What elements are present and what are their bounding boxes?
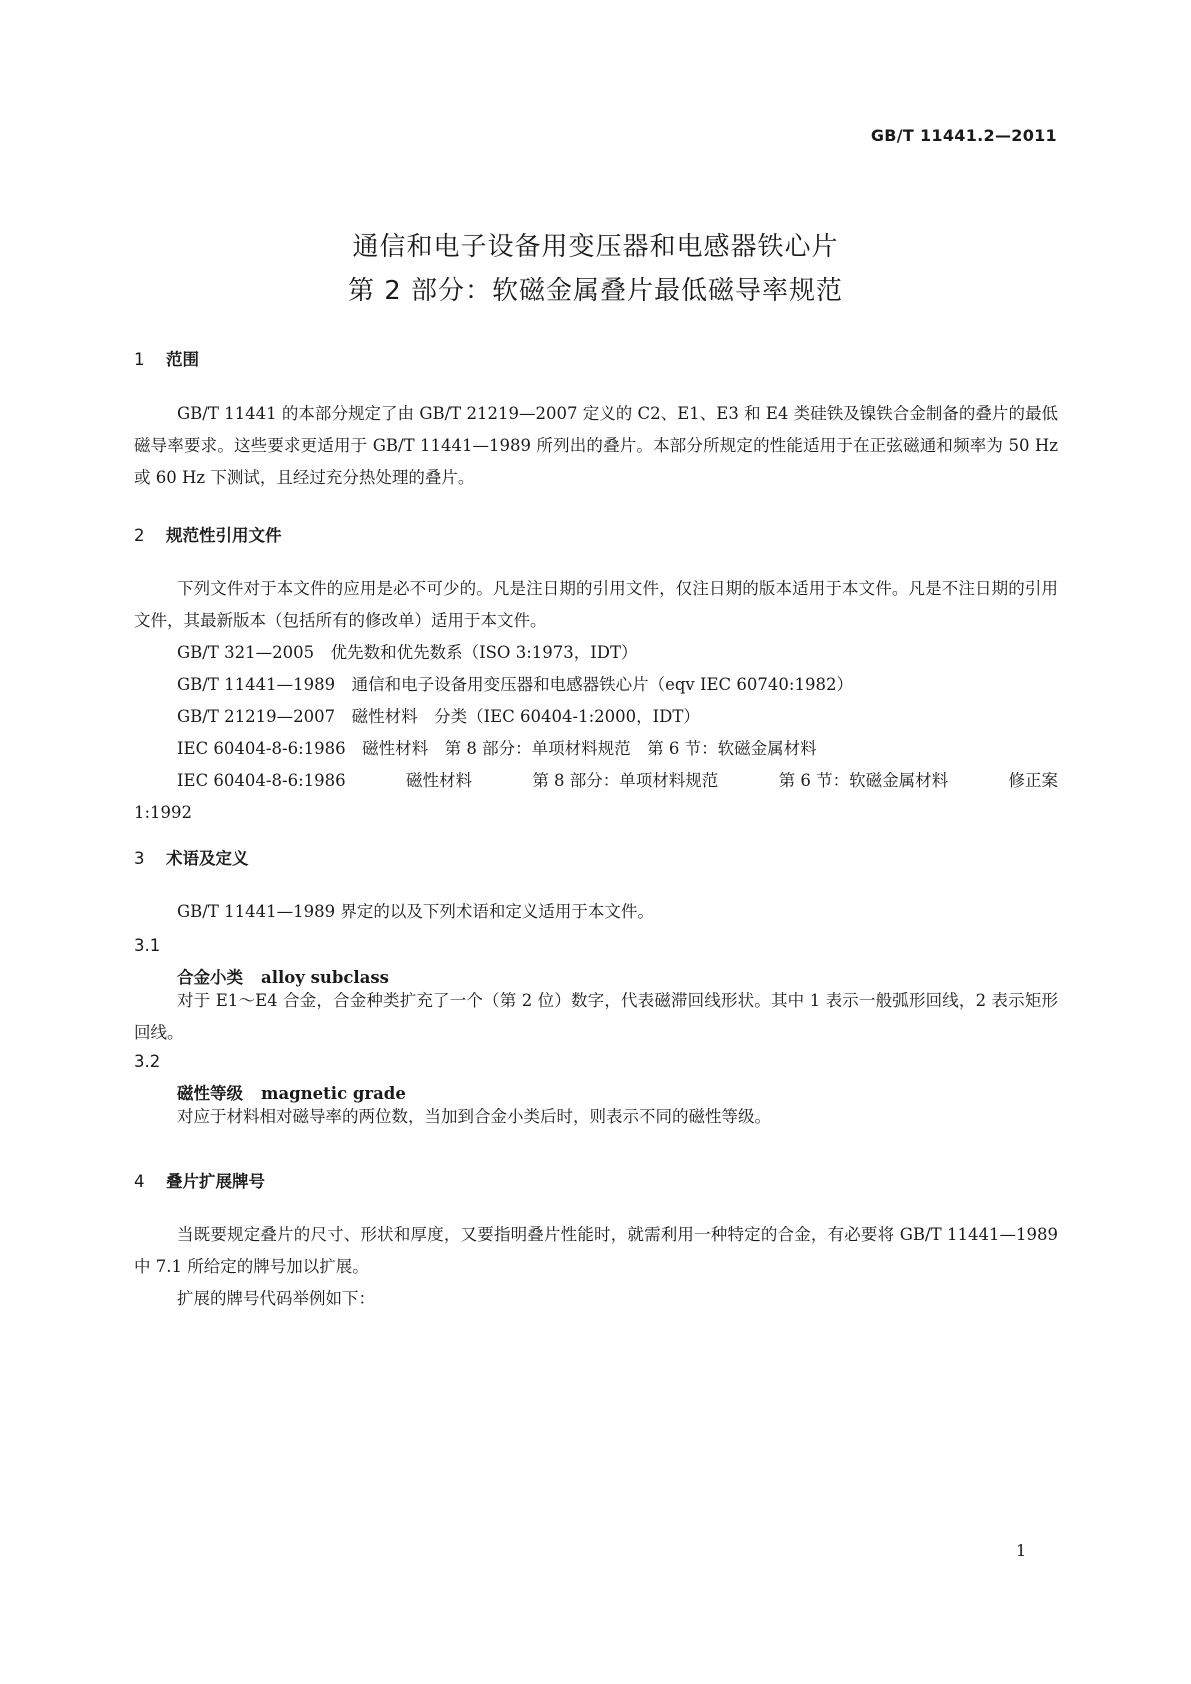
term-chinese: 磁性等级 bbox=[177, 1084, 243, 1103]
reference-item bbox=[177, 765, 1058, 797]
section-3-heading bbox=[134, 845, 249, 869]
section-4-paragraph-2: 扩展的牌号代码举例如下： bbox=[177, 1289, 375, 1308]
page-number: 1 bbox=[1016, 1541, 1027, 1560]
reference-item: GB/T 11441—1989 通信和电子设备用变压器和电感器铁心片（eqv IEC 60740:1982） bbox=[177, 675, 853, 694]
reference-part: 第 8 部分：单项材料规范 bbox=[532, 771, 719, 790]
reference-continuation: 1:1992 bbox=[134, 803, 193, 822]
section-title: 术语及定义 bbox=[166, 849, 249, 868]
section-2-heading bbox=[134, 522, 282, 546]
section-number: 2 bbox=[134, 526, 145, 545]
standard-code: GB/T 11441.2—2011 bbox=[870, 126, 1057, 145]
reference-item: GB/T 321—2005 优先数和优先数系（ISO 3:1973，IDT） bbox=[177, 643, 638, 662]
section-title: 范围 bbox=[166, 350, 199, 369]
section-number: 4 bbox=[134, 1172, 145, 1191]
reference-part: 第 6 节：软磁金属材料 bbox=[778, 771, 949, 790]
section-number: 1 bbox=[134, 350, 145, 369]
section-title: 叠片扩展牌号 bbox=[166, 1172, 265, 1191]
reference-part: 修正案 bbox=[1008, 771, 1058, 790]
reference-code: IEC 60404-8-6:1986 bbox=[177, 771, 346, 790]
reference-item: IEC 60404-8-6:1986 磁性材料 第 8 部分：单项材料规范 第 6 节：软磁金属材料 bbox=[177, 739, 817, 758]
term-number: 3.2 bbox=[134, 1052, 161, 1071]
term-definition: 对应于材料相对磁导率的两位数，当加到合金小类后时，则表示不同的磁性等级。 bbox=[177, 1107, 771, 1126]
reference-part: 磁性材料 bbox=[405, 771, 472, 790]
term-number: 3.1 bbox=[134, 936, 161, 955]
section-2-paragraph: 下列文件对于本文件的应用是必不可少的。凡是注日期的引用文件，仅注日期的版本适用于本文件。凡是不注日期的引用文件，其最新版本（包括所有的修改单）适用于本文件。 bbox=[134, 579, 1058, 630]
section-4-paragraph: 当既要规定叠片的尺寸、形状和厚度，又要指明叠片性能时，就需利用一种特定的合金，有必要将 GB/T 11441—1989 中 7.1 所给定的牌号加以扩展。 bbox=[134, 1225, 1058, 1276]
document-title-line2: 第 2 部分：软磁金属叠片最低磁导率规范 bbox=[347, 276, 844, 306]
section-3-paragraph: GB/T 11441—1989 界定的以及下列术语和定义适用于本文件。 bbox=[177, 902, 654, 921]
document-title-line1: 通信和电子设备用变压器和电感器铁心片 bbox=[352, 232, 839, 262]
term-chinese: 合金小类 bbox=[177, 968, 243, 987]
term-english: magnetic grade bbox=[261, 1084, 406, 1103]
term-english: alloy subclass bbox=[261, 968, 389, 987]
term-definition: 对于 E1～E4 合金，合金种类扩充了一个（第 2 位）数字，代表磁滞回线形状。其中 1 表示一般弧形回线，2 表示矩形回线。 bbox=[134, 991, 1058, 1042]
section-1-paragraph: GB/T 11441 的本部分规定了由 GB/T 21219—2007 定义的 C2、E1、E3 和 E4 类硅铁及镍铁合金制备的叠片的最低磁导率要求。这些要求更适用于 GB/T 11441—1989 所列出的叠片。本部分所规定的性能适用于在正弦磁通和频率为 50 Hz 或 60 Hz 下测试，且经过充分热处理的叠片。 bbox=[134, 404, 1058, 487]
section-4-heading bbox=[134, 1168, 265, 1192]
section-number: 3 bbox=[134, 849, 145, 868]
section-1-heading bbox=[134, 346, 199, 370]
reference-item: GB/T 21219—2007 磁性材料 分类（IEC 60404-1:2000，IDT） bbox=[177, 707, 700, 726]
section-title: 规范性引用文件 bbox=[166, 526, 282, 545]
